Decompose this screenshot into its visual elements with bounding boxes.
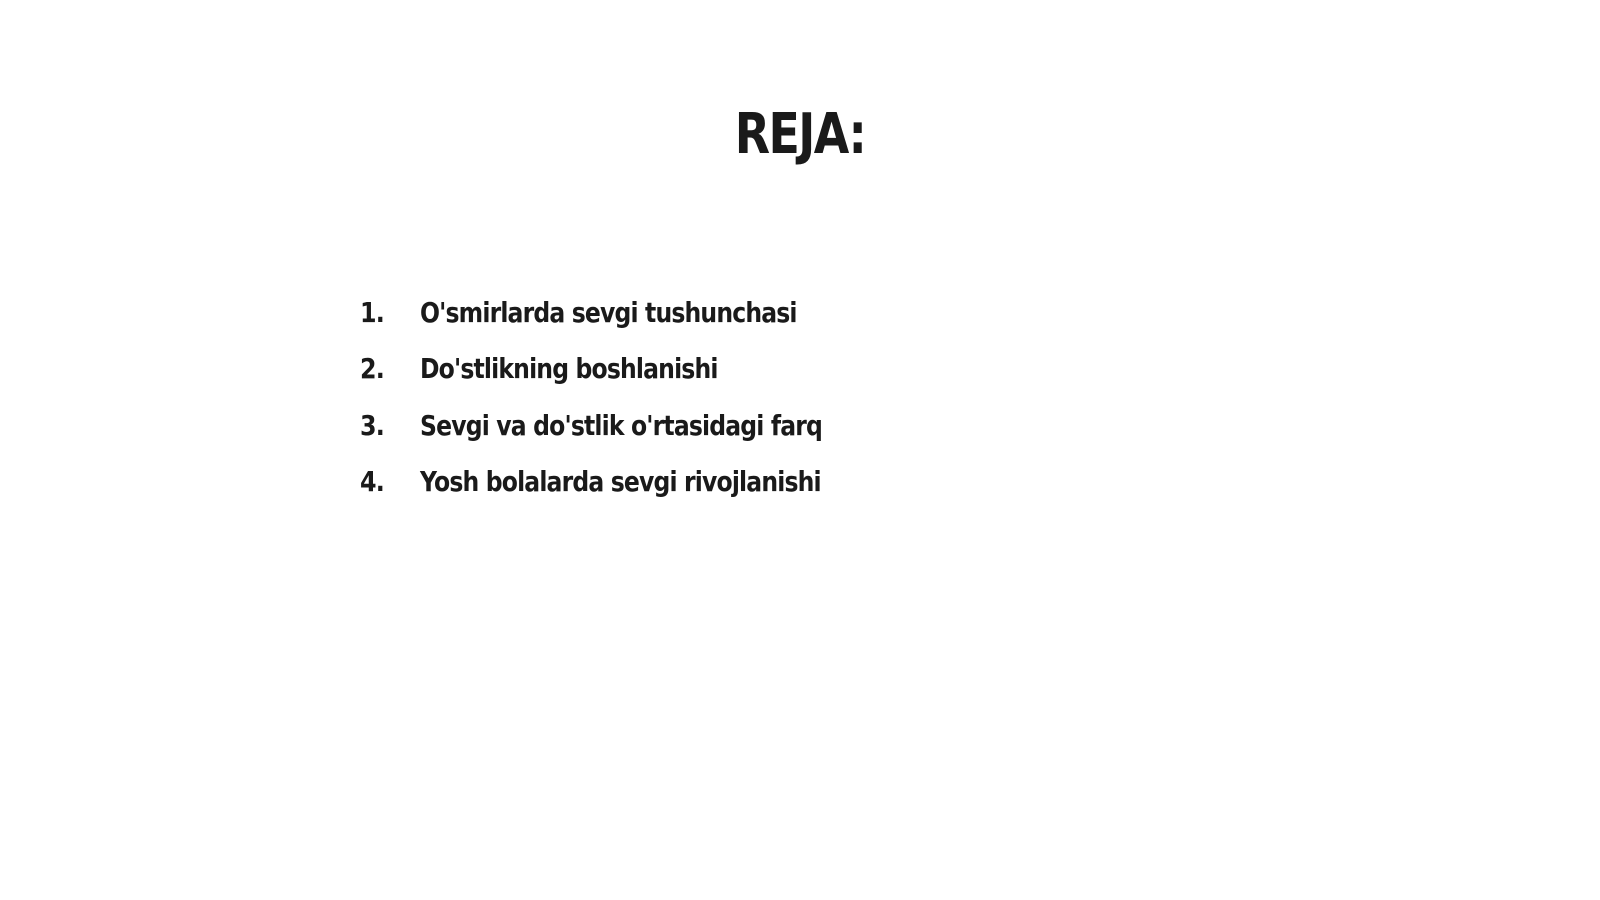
list-item [360,454,899,511]
plan-list [360,284,899,510]
list-item-text: Do'stlikning boshlanishi [420,352,718,386]
list-item-number: 2. [360,352,384,386]
slide-title: REJA: [734,102,866,167]
list-item-text: O'smirlarda sevgi tushunchasi [420,295,797,329]
list-item-number: 1. [360,295,384,329]
list-item [360,397,899,454]
list-item-text: Yosh bolalarda sevgi rivojlanishi [420,465,821,499]
list-item-text: Sevgi va do'stlik o'rtasidagi farq [420,408,823,442]
list-item [360,341,899,398]
list-item [360,284,899,341]
list-item-number: 4. [360,465,384,499]
list-item-number: 3. [360,408,384,442]
